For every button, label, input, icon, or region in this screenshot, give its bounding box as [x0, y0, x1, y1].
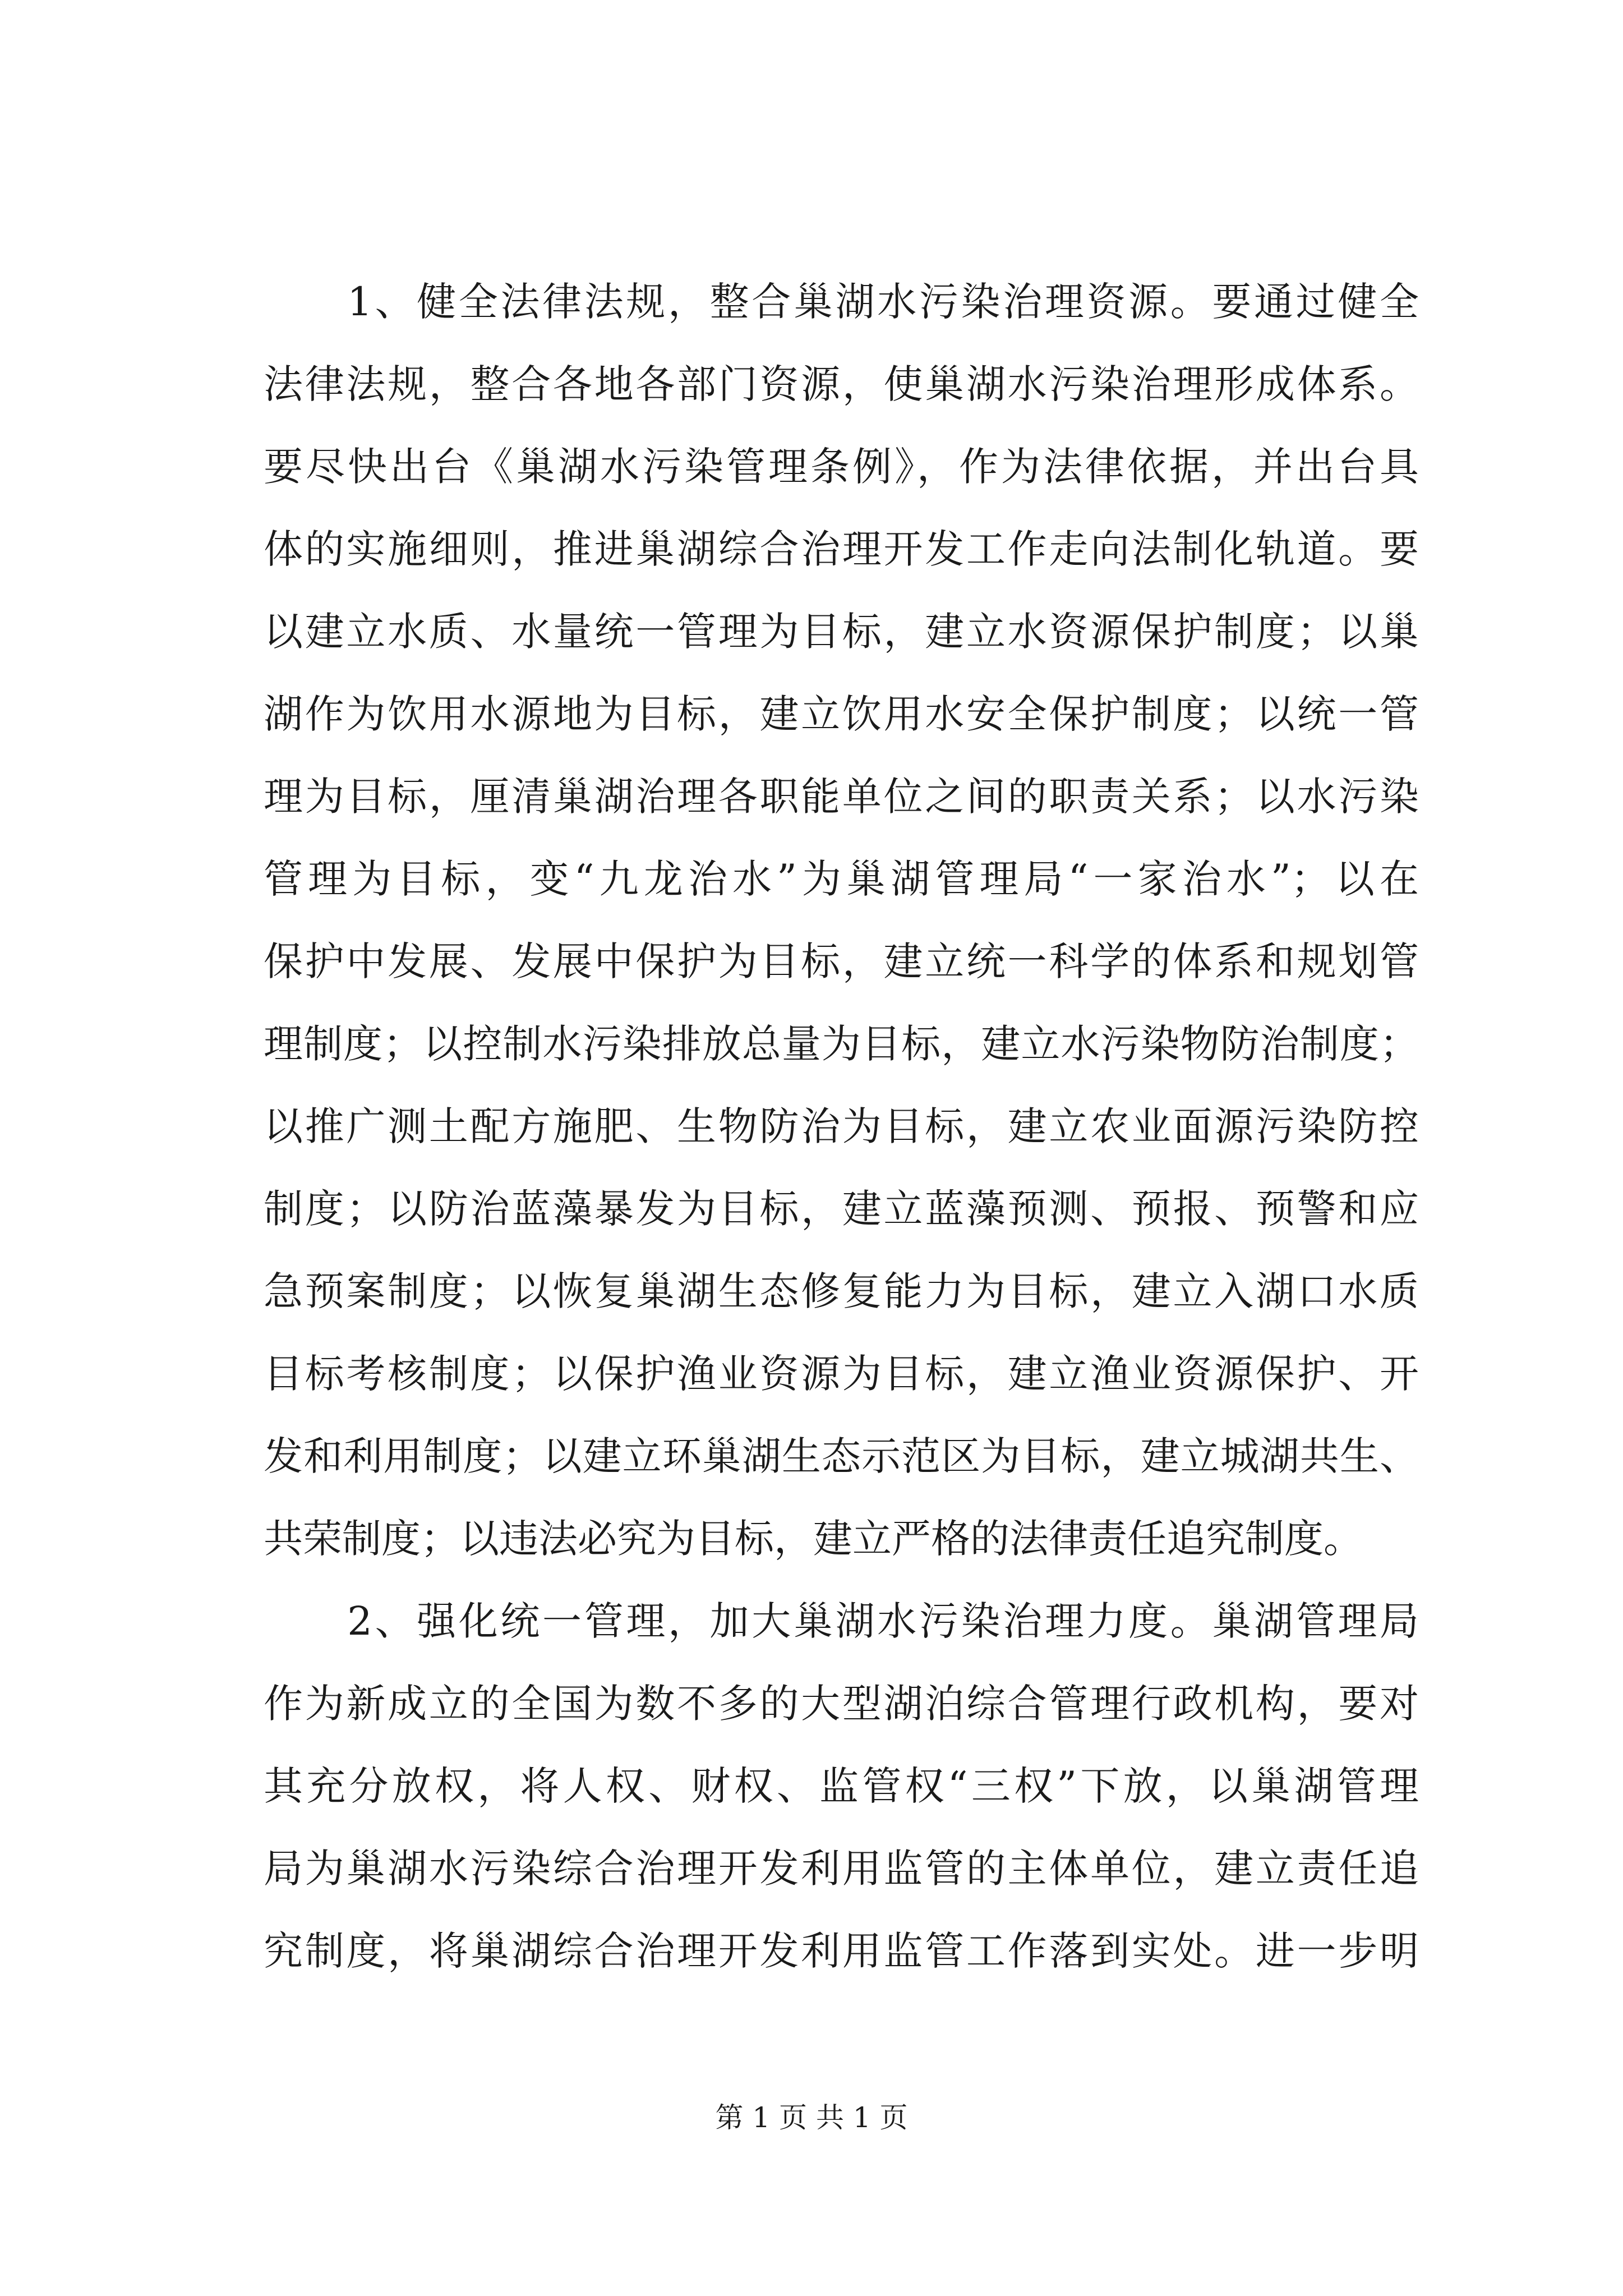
text-line: 发和利用制度；以建立环巢湖生态示范区为目标，建立城湖共生、 [264, 1433, 1419, 1479]
text-line: 急预案制度；以恢复巢湖生态修复能力为目标，建立入湖口水质 [264, 1268, 1419, 1314]
text-line: 体的实施细则，推进巢湖综合治理开发工作走向法制化轨道。要 [264, 526, 1419, 572]
text-line: 管理为目标，变“九龙治水”为巢湖管理局“一家治水”；以在 [264, 856, 1419, 902]
text-line: 目标考核制度；以保护渔业资源为目标，建立渔业资源保护、开 [264, 1351, 1419, 1397]
text-line: 理为目标，厘清巢湖治理各职能单位之间的职责关系；以水污染 [264, 774, 1419, 820]
text-line: 以推广测土配方施肥、生物防治为目标，建立农业面源污染防控 [264, 1103, 1419, 1149]
text-line: 作为新成立的全国为数不多的大型湖泊综合管理行政机构，要对 [264, 1681, 1419, 1727]
page-footer [0, 2101, 1623, 2134]
text-line: 理制度；以控制水污染排放总量为目标，建立水污染物防治制度； [264, 1021, 1419, 1067]
text-line: 湖作为饮用水源地为目标，建立饮用水安全保护制度；以统一管 [264, 691, 1419, 737]
text-line: 局为巢湖水污染综合治理开发利用监管的主体单位，建立责任追 [264, 1846, 1419, 1892]
text-line: 要尽快出台《巢湖水污染管理条例》，作为法律依据，并出台具 [264, 444, 1419, 490]
text-line: 究制度，将巢湖综合治理开发利用监管工作落到实处。进一步明 [264, 1928, 1419, 1974]
text-line: 其充分放权，将人权、财权、监管权“三权”下放，以巢湖管理 [264, 1763, 1419, 1809]
text-line: 保护中发展、发展中保护为目标，建立统一科学的体系和规划管 [264, 938, 1419, 984]
page-number: 第 1 页 共 1 页 [715, 2101, 908, 2134]
text-line: 法律法规，整合各地各部门资源，使巢湖水污染治理形成体系。 [264, 361, 1419, 407]
text-line: 2、强化统一管理，加大巢湖水污染治理力度。巢湖管理局 [264, 1598, 1419, 1644]
document-body [264, 261, 1419, 1993]
text-line: 制度；以防治蓝藻暴发为目标，建立蓝藻预测、预报、预警和应 [264, 1186, 1419, 1232]
text-line: 以建立水质、水量统一管理为目标，建立水资源保护制度；以巢 [264, 609, 1419, 655]
text-line: 1、健全法律法规，整合巢湖水污染治理资源。要通过健全 [264, 279, 1419, 325]
text-line: 共荣制度；以违法必究为目标，建立严格的法律责任追究制度。 [264, 1516, 1363, 1562]
